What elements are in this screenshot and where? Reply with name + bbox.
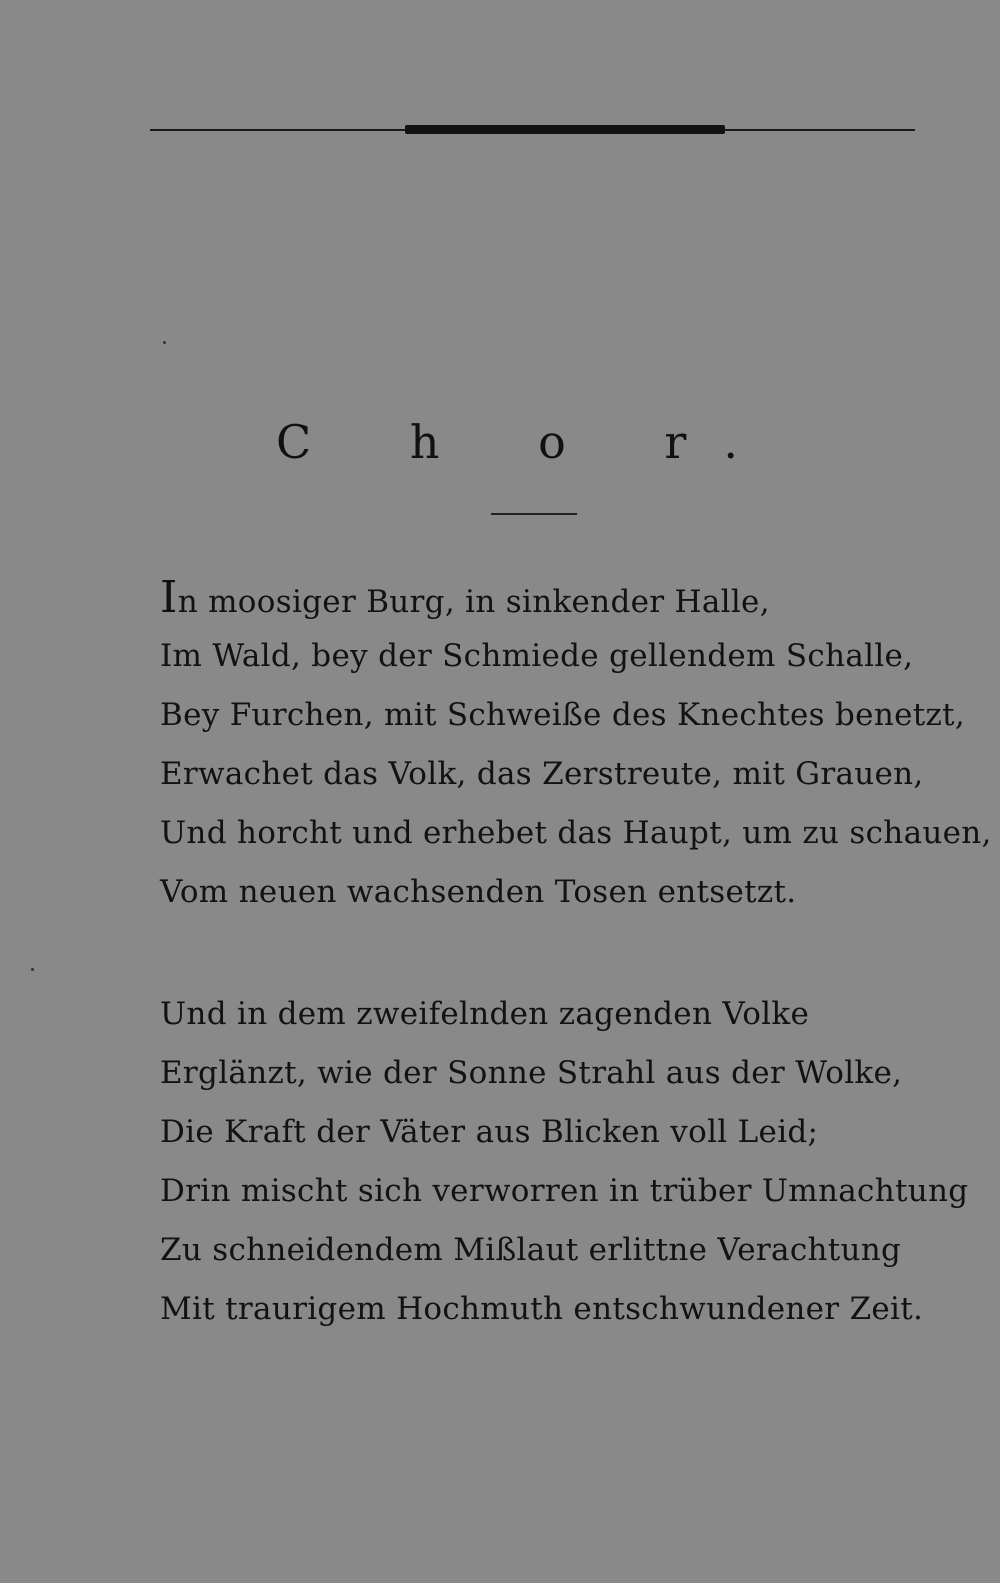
verse-line: Im Wald, bey der Schmiede gellendem Schalle,	[160, 638, 914, 674]
verse-line: In moosiger Burg, in sinkender Halle,	[160, 572, 770, 623]
header-rule	[150, 124, 915, 136]
verse-line: Vom neuen wachsenden Tosen entsetzt.	[160, 874, 797, 910]
paper-speck	[163, 341, 166, 344]
verse-line: Bey Furchen, mit Schweiße des Knechtes benetzt,	[160, 697, 966, 733]
verse-line: Mit traurigem Hochmuth entschwundener Zeit.	[160, 1291, 924, 1327]
verse-line: Die Kraft der Väter aus Blicken voll Leid;	[160, 1114, 819, 1150]
stanza-2	[160, 985, 969, 1339]
header-rule-thick	[405, 125, 725, 134]
paper-speck	[31, 968, 34, 971]
verse-line: Erwachet das Volk, das Zerstreute, mit Grauen,	[160, 756, 924, 792]
verse-line: Und horcht und erhebet das Haupt, um zu schauen,	[160, 815, 992, 851]
verse-line: Drin mischt sich verworren in trüber Umnachtung	[160, 1173, 969, 1209]
verse-line: Erglänzt, wie der Sonne Strahl aus der Wolke,	[160, 1055, 903, 1091]
page-title: C h o r.	[276, 415, 780, 469]
stanza-1	[160, 568, 992, 922]
verse-line: Und in dem zweifelnden zagenden Volke	[160, 996, 810, 1032]
verse-line: Zu schneidendem Mißlaut erlittne Verachtung	[160, 1232, 902, 1268]
title-rule	[491, 513, 577, 515]
